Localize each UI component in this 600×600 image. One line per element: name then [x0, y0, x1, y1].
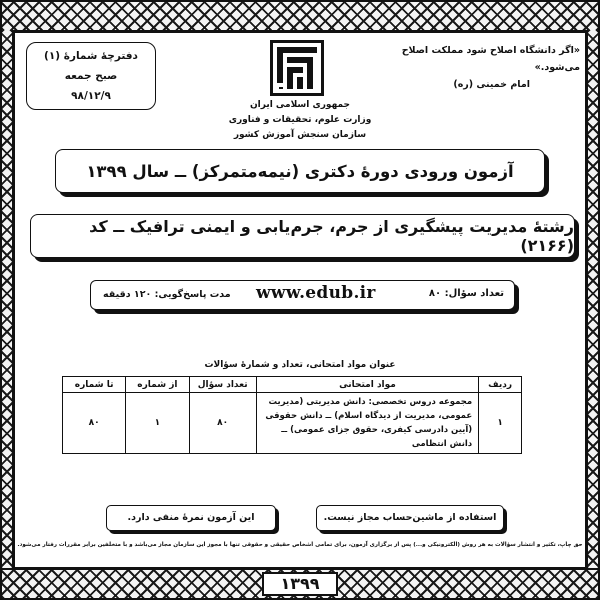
org-line-organization: سازمان سنجش آموزش کشور [233, 130, 367, 140]
negative-score-notice: این آزمون نمرهٔ منفی دارد. [106, 505, 276, 531]
cell-row-number: ۱ [479, 393, 522, 454]
cell-from-number: ۱ [126, 393, 189, 454]
website-link[interactable]: www.edub.ir [256, 283, 376, 303]
cell-question-count: ۸۰ [189, 393, 256, 454]
organization-logo-icon [270, 40, 324, 96]
field-title: رشتهٔ مدیریت پیشگیری از جرم، جرم‌یابی و ایمنی ترافیک ــ کد (۲۱۶۶) [30, 214, 575, 258]
quote-author: امام خمینی (ره) [453, 79, 530, 90]
org-line-country: جمهوری اسلامی ایران [249, 100, 351, 110]
exam-title: آزمون ورودی دورهٔ دکتری (نیمه‌متمرکز) ــ سال ۱۳۹۹ [55, 149, 545, 193]
copyright-notice: حق چاپ، تکثیر و انتشار سؤالات به هر روش (الکترونیکی و...) پس از برگزاری آزمون، برای تمامی اشخاص حقیقی و حقوقی تنها با مجوز این سازمان مجاز می‌باشد و با متخلفین برابر مقررات رفتار می‌شود. [17, 542, 583, 548]
decorative-border-top [0, 0, 600, 32]
table-row [63, 393, 522, 454]
header-quote [360, 42, 580, 93]
booklet-number: دفترچهٔ شمارهٔ (۱) [44, 50, 138, 62]
cell-to-number: ۸۰ [63, 393, 126, 454]
subjects-table [62, 376, 522, 454]
decorative-border-right [586, 30, 600, 570]
calculator-notice: استفاده از ماشین‌حساب مجاز نیست. [316, 505, 504, 531]
quote-text: «اگر دانشگاه اصلاح شود مملکت اصلاح می‌شود.» [401, 45, 580, 73]
cell-subject: مجموعه دروس تخصصی: دانش مدیریتی (مدیریت عمومی، مدیریت از دیدگاه اسلام) ــ دانش حقوقی (آیین دادرسی کیفری، حقوق جزای عمومی) ــ دانش انتظامی [256, 393, 478, 454]
exam-info-bar [90, 280, 515, 310]
header-question-count: تعداد سؤال [189, 377, 256, 393]
header-row-number: ردیف [479, 377, 522, 393]
table-header-row [63, 377, 522, 393]
table-caption: عنوان مواد امتحانی، تعداد و شمارهٔ سؤالات [204, 360, 396, 370]
header-from-number: از شماره [126, 377, 189, 393]
question-count: تعداد سؤال: ۸۰ [428, 288, 504, 299]
booklet-session: صبح جمعه [64, 70, 118, 82]
booklet-info-box [26, 42, 156, 110]
year-badge: ۱۳۹۹ [262, 572, 338, 596]
org-line-ministry: وزارت علوم، تحقیقات و فناوری [228, 115, 372, 125]
decorative-border-left [0, 30, 14, 570]
header-to-number: تا شماره [63, 377, 126, 393]
organization-name [210, 98, 390, 143]
answer-time: مدت پاسخ‌گویی: ۱۲۰ دقیقه [103, 289, 231, 300]
booklet-date: ۹۸/۱۲/۹ [71, 90, 111, 102]
header-subjects: مواد امتحانی [256, 377, 478, 393]
